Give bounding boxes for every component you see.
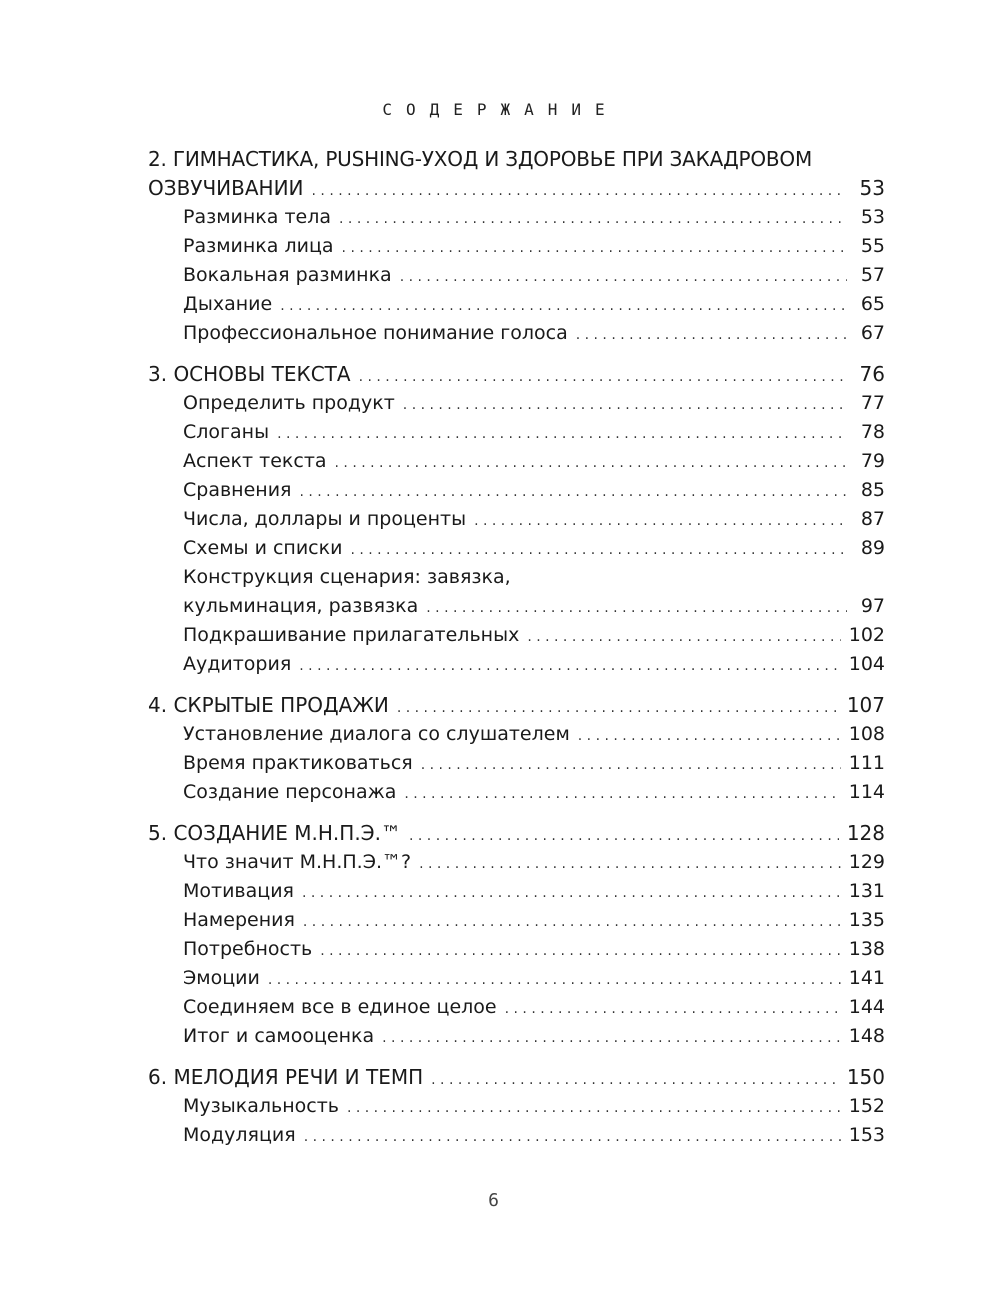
dot-leader [304,1123,841,1152]
entry-label: Сравнения [183,479,292,501]
toc-chapter-3 [148,360,885,679]
entry-label-lead: Конструкция сценария: завязка, [183,566,511,588]
toc-chapter-6 [148,1063,885,1150]
page-number: 144 [848,996,885,1018]
entry-label: Модуляция [183,1124,296,1146]
entry-label: Соединяем все в единое целое [183,996,497,1018]
chapter-title: 3. ОСНОВЫ ТЕКСТА [148,362,351,386]
toc-entry[interactable] [148,1121,885,1150]
page-number: 67 [860,322,885,344]
toc-chapter-row[interactable] [148,360,885,389]
dot-leader [347,1094,841,1123]
toc-entry[interactable] [148,476,885,505]
dot-leader [403,391,847,420]
entry-label: Музыкальность [183,1095,339,1117]
page-number: 85 [860,479,885,501]
entry-label: Числа, доллары и проценты [183,508,467,530]
page-number: 135 [848,909,885,931]
page-number: 89 [860,537,885,559]
chapter-title: ОЗВУЧИВАНИИ [148,176,304,200]
entry-label: Установление диалога со слушателем [183,723,570,745]
dot-leader [302,879,841,908]
chapter-title: 4. СКРЫТЫЕ ПРОДАЖИ [148,693,389,717]
entry-label: Разминка лица [183,235,334,257]
toc-entry[interactable] [148,621,885,650]
toc-entry[interactable] [148,720,885,749]
page-number: 148 [848,1025,885,1047]
toc-entry[interactable] [148,505,885,534]
toc-chapter-row[interactable] [148,819,885,848]
page-number: 57 [860,264,885,286]
toc-chapter-row[interactable] [148,1063,885,1092]
page-number: 97 [860,595,885,617]
entry-label: Создание персонажа [183,781,397,803]
table-of-contents [148,145,885,1162]
entry-label: Итог и самооценка [183,1025,375,1047]
entry-label: Аудитория [183,653,292,675]
dot-leader [505,995,841,1024]
toc-entry[interactable] [148,534,885,563]
dot-leader [335,449,847,478]
toc-chapter-4 [148,691,885,807]
page-number: 107 [846,693,885,717]
entry-label: Слоганы [183,421,270,443]
page-number: 131 [848,880,885,902]
page-number: 102 [848,624,885,646]
dot-leader [359,363,847,392]
page-number: 152 [848,1095,885,1117]
dot-leader [382,1024,841,1053]
entry-label: Подкрашивание прилагательных [183,624,520,646]
dot-leader [404,780,840,809]
entry-label: кульминация, развязка [183,595,419,617]
dot-leader [350,536,847,565]
toc-entry[interactable] [148,906,885,935]
page-title: СОДЕРЖАНИЕ [382,100,619,119]
page-number: 150 [846,1065,885,1089]
dot-leader [299,478,847,507]
entry-label: Потребность [183,938,313,960]
toc-entry[interactable] [148,848,885,877]
page-number: 53 [860,206,885,228]
entry-label: Определить продукт [183,392,395,414]
toc-entry[interactable] [148,389,885,418]
dot-leader [299,652,840,681]
entry-label: Схемы и списки [183,537,343,559]
toc-entry[interactable] [148,650,885,679]
toc-chapter-row[interactable] [148,174,885,203]
dot-leader [320,937,841,966]
toc-entry[interactable] [148,418,885,447]
dot-leader [578,722,841,751]
dot-leader [426,594,847,623]
page-number-footer: 6 [488,1190,499,1211]
entry-label: Дыхание [183,293,273,315]
page-number: 104 [848,653,885,675]
toc-entry[interactable] [148,877,885,906]
dot-leader [280,292,847,321]
dot-leader [342,234,847,263]
entry-label: Аспект текста [183,450,327,472]
page-number: 129 [848,851,885,873]
toc-chapter-row[interactable] [148,691,885,720]
toc-chapter-2 [148,145,885,348]
page-number: 53 [859,176,885,200]
toc-entry[interactable] [148,935,885,964]
page-number: 114 [848,781,885,803]
dot-leader [400,263,847,292]
dot-leader [409,822,839,851]
page-number: 79 [860,450,885,472]
dot-leader [339,205,847,234]
entry-label: Мотивация [183,880,294,902]
dot-leader [576,321,847,350]
page-number: 141 [848,967,885,989]
dot-leader [527,623,840,652]
page-number: 76 [859,362,885,386]
dot-leader [397,694,839,723]
toc-entry[interactable] [148,319,885,348]
page-number: 65 [860,293,885,315]
entry-label: Эмоции [183,967,260,989]
entry-label: Что значит М.Н.П.Э.™? [183,851,412,873]
dot-leader [421,751,841,780]
page-number: 78 [860,421,885,443]
toc-entry[interactable] [148,1092,885,1121]
entry-label: Намерения [183,909,295,931]
chapter-title: 5. СОЗДАНИЕ М.Н.П.Э.™ [148,821,401,845]
dot-leader [268,966,841,995]
page-number: 111 [848,752,885,774]
toc-entry[interactable] [148,964,885,993]
page-number: 55 [860,235,885,257]
toc-entry[interactable] [148,1022,885,1051]
entry-label: Время практиковаться [183,752,413,774]
toc-entry[interactable] [148,290,885,319]
toc-entry[interactable] [148,993,885,1022]
toc-entry[interactable] [148,592,885,621]
dot-leader [277,420,847,449]
page-number: 153 [848,1124,885,1146]
page-number: 87 [860,508,885,530]
page-number: 128 [846,821,885,845]
toc-entry[interactable] [148,203,885,232]
entry-label: Вокальная разминка [183,264,392,286]
dot-leader [312,177,847,206]
page-number: 77 [860,392,885,414]
page-number: 138 [848,938,885,960]
page-number: 108 [848,723,885,745]
toc-entry[interactable] [148,232,885,261]
toc-entry[interactable] [148,261,885,290]
dot-leader [303,908,841,937]
chapter-title: 6. МЕЛОДИЯ РЕЧИ И ТЕМП [148,1065,424,1089]
dot-leader [474,507,847,536]
chapter-title-lead: 2. ГИМНАСТИКА, PUSHING-УХОД И ЗДОРОВЬЕ ПРИ ЗАКАДРОВОМ [148,147,813,171]
toc-entry[interactable] [148,778,885,807]
dot-leader [419,850,841,879]
entry-label: Разминка тела [183,206,332,228]
entry-label: Профессиональное понимание голоса [183,322,568,344]
toc-entry[interactable] [148,447,885,476]
toc-entry[interactable] [148,749,885,778]
toc-chapter-5 [148,819,885,1051]
dot-leader [431,1066,839,1095]
